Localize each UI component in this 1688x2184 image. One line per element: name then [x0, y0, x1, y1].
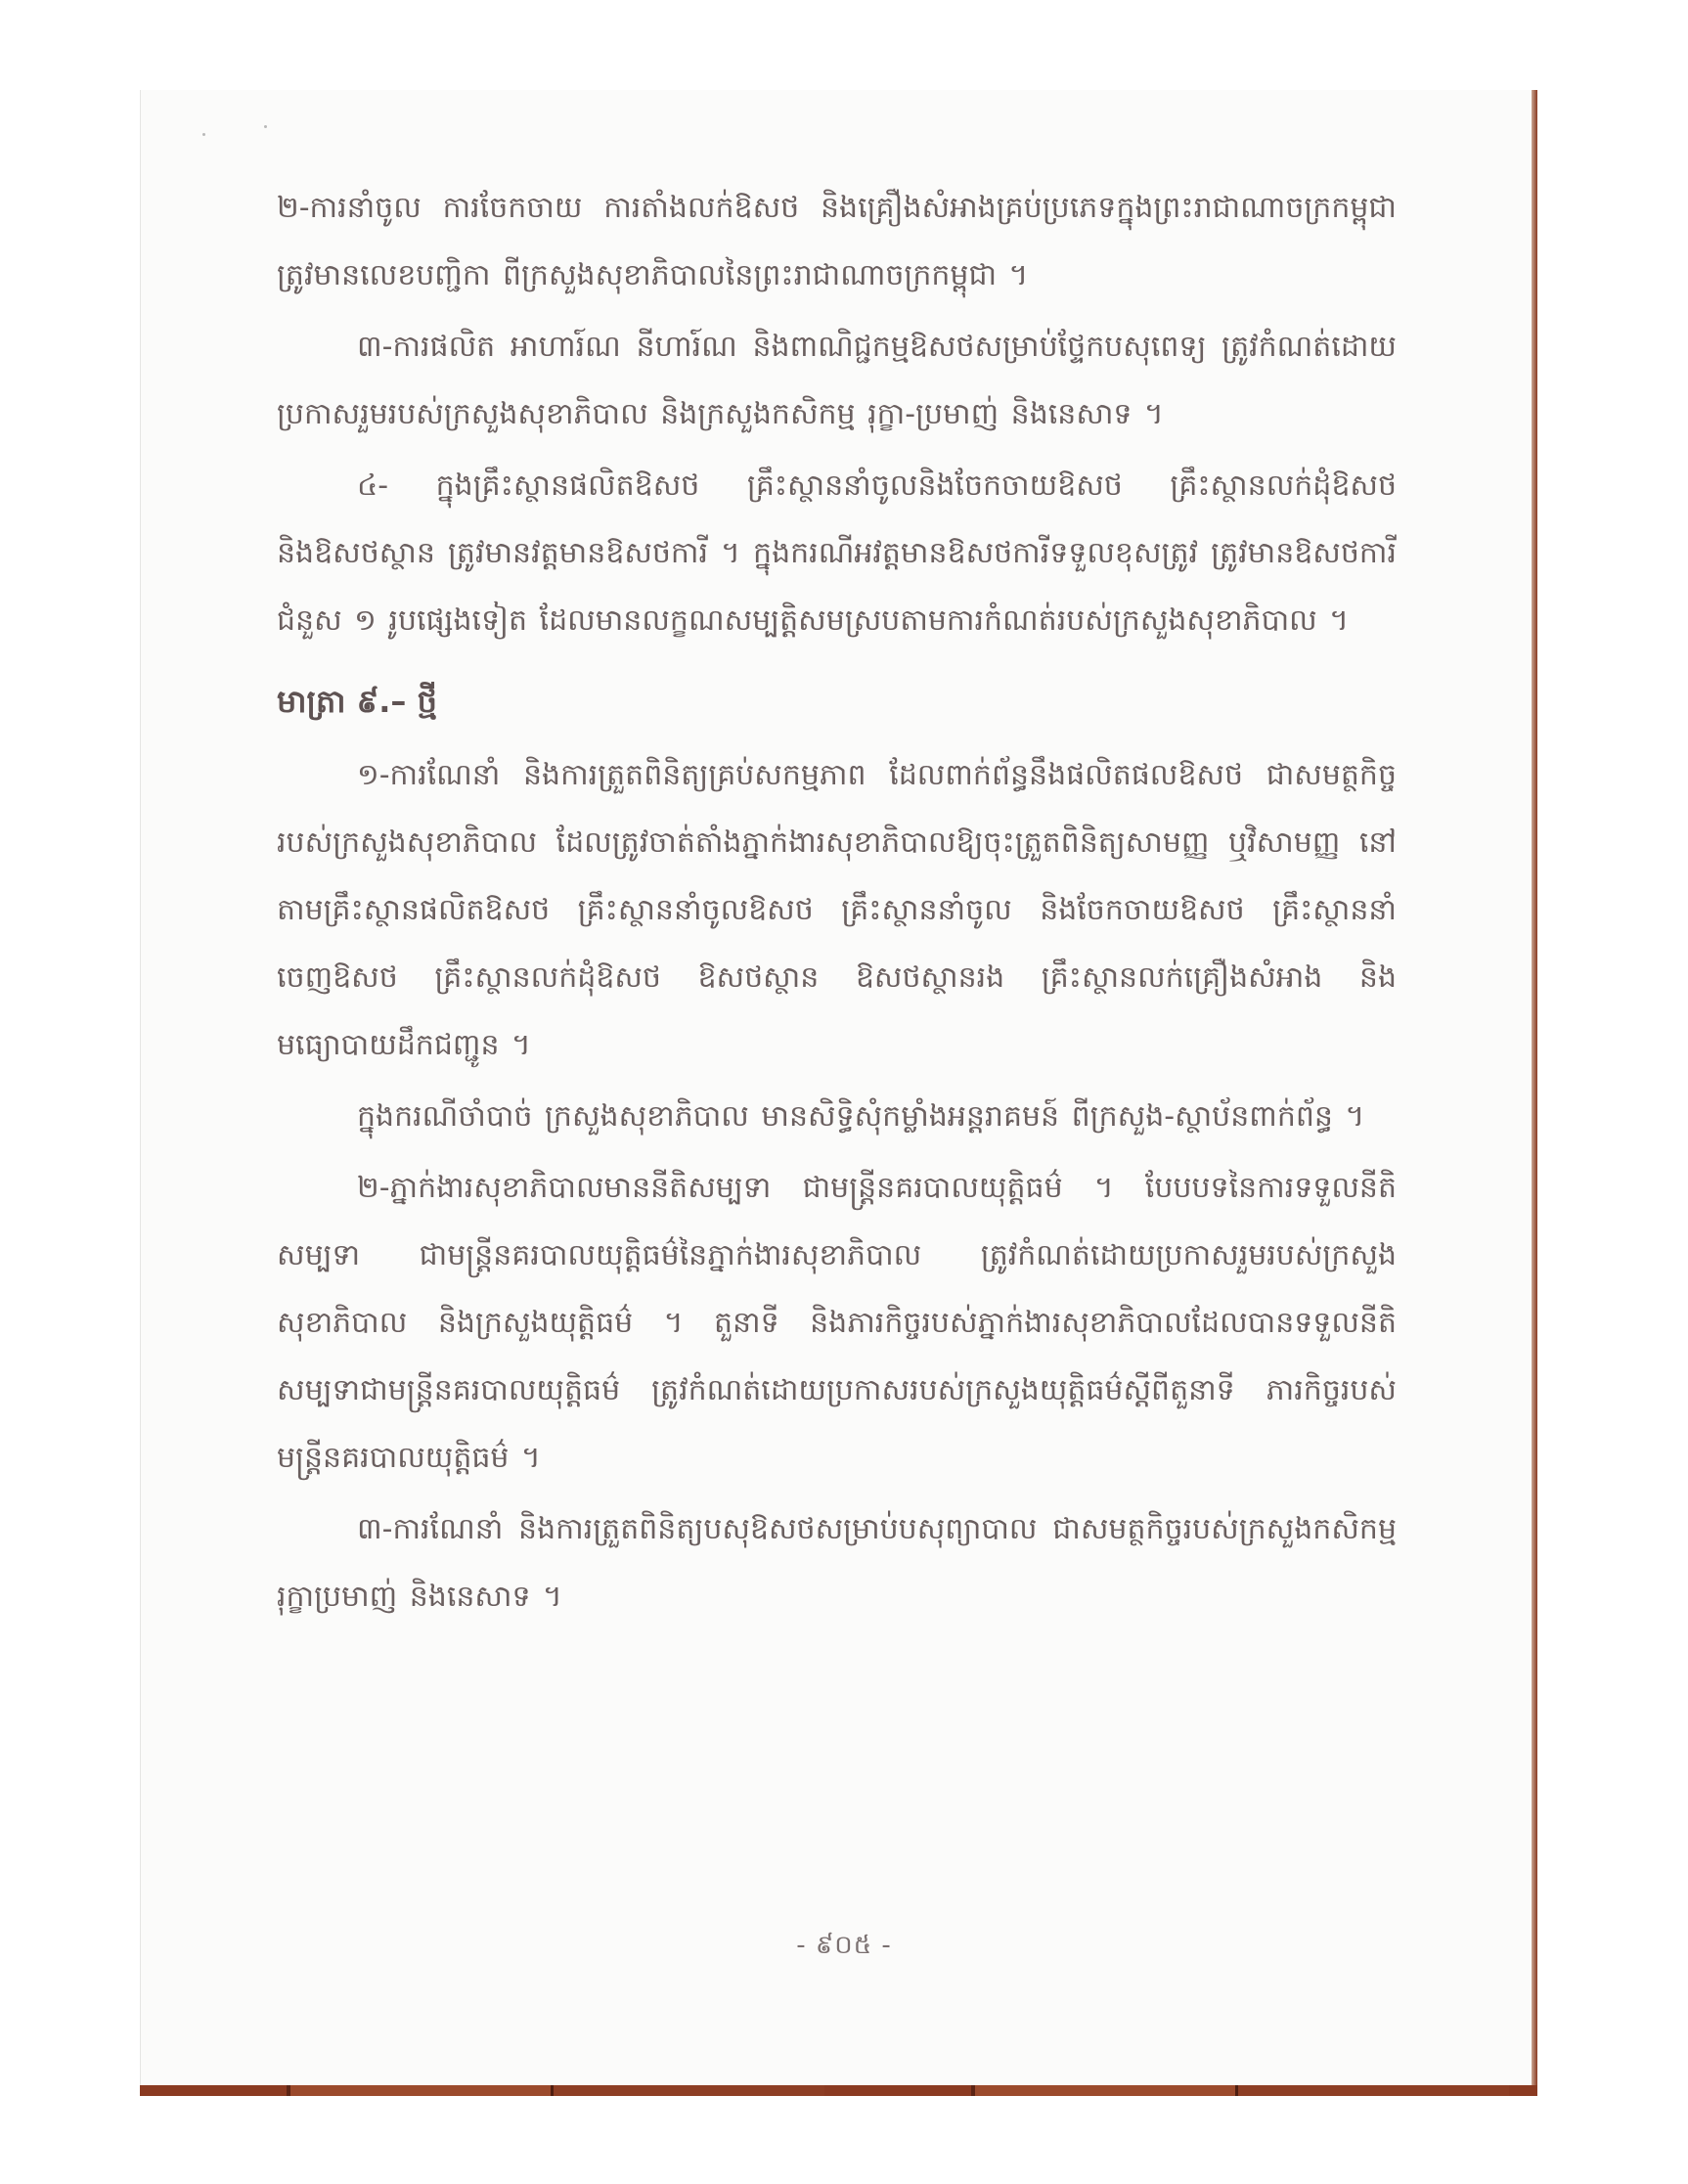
- paragraph-import-distribution: ២-ការនាំចូល ការចែកចាយ ការតាំងលក់ឱសថ និងគ្រឿងសំអាងគ្រប់ប្រភេទក្នុងព្រះរាជាណាចក្រកម្ពុជា ត្រូវមានលេខបញ្ជិកា ពីក្រសួងសុខាភិបាលនៃព្រះរាជាណាចក្រកម្ពុជា ។: [277, 191, 1397, 292]
- page-right-edge: [1532, 90, 1537, 2090]
- paper-speck: [202, 133, 205, 136]
- paragraph-inspection: ១-ការណែនាំ និងការត្រួតពិនិត្យគ្រប់សកម្មភាព ដែលពាក់ព័ន្ធនឹងផលិតផលឱសថ ជាសមត្ថកិច្ចរបស់ក្រសួងសុខាភិបាល ដែលត្រូវចាត់តាំងភ្នាក់ងារសុខាភិបាលឱ្យចុះត្រួតពិនិត្យសាមញ្ញ ឬវិសាមញ្ញ នៅតាមគ្រឹះស្ថានផលិតឱសថ គ្រឹះស្ថាននាំចូលឱសថ គ្រឹះស្ថាននាំចូល និងចែកចាយឱសថ គ្រឹះស្ថាននាំចេញឱសថ គ្រឹះស្ថានលក់ដុំឱសថ ឱសថស្ថាន ឱសថស្ថានរង គ្រឹះស្ថានលក់គ្រឿងសំអាង និងមធ្យោបាយដឹកជញ្ជូន ។: [277, 758, 1397, 1062]
- paper-speck: [264, 125, 267, 128]
- paragraph-intervention: ក្នុងករណីចាំបាច់ ក្រសួងសុខាភិបាល មានសិទ្ធិសុំកម្លាំងអន្តរាគមន៍ ពីក្រសួង-ស្ថាប័នពាក់ព័ន្ធ ។: [357, 1099, 1365, 1134]
- wooden-surface-edge: [140, 2085, 1537, 2096]
- article-heading: មាត្រា ៩.– ថ្មី: [277, 683, 437, 720]
- document-body: [277, 174, 1397, 1634]
- paragraph-veterinary-inspection: ៣-ការណែនាំ និងការត្រួតពិនិត្យបសុឱសថសម្រាប់បសុព្យាបាល ជាសមត្ថកិច្ចរបស់ក្រសួងកសិកម្ម រុក្ខាប្រមាញ់ និងនេសាទ ។: [277, 1512, 1397, 1614]
- paragraph-pharmacist-presence: ៤- ក្នុងគ្រឹះស្ថានផលិតឱសថ គ្រឹះស្ថាននាំចូលនិងចែកចាយឱសថ គ្រឹះស្ថានលក់ដុំឱសថ និងឱសថស្ថាន ត្រូវមានវត្តមានឱសថការី ។ ក្នុងករណីអវត្តមានឱសថការីទទួលខុសត្រូវ ត្រូវមានឱសថការីជំនួស ១ រូបផ្សេងទៀត ដែលមានលក្ខណសម្បត្តិសមស្របតាមការកំណត់របស់ក្រសួងសុខាភិបាល ។: [277, 468, 1397, 638]
- page-number: - ៩០៥ -: [796, 1931, 892, 1960]
- paragraph-veterinary-production: ៣-ការផលិត អាហារ៍ណ នីហារ៍ណ និងពាណិជ្ជកម្មឱសថសម្រាប់ថែ្ទកបសុពេទ្យ ត្រូវកំណត់ដោយប្រកាសរួមរបស់ក្រសួងសុខាភិបាល និងក្រសួងកសិកម្ម រុក្ខា-ប្រមាញ់ និងនេសាទ ។: [277, 330, 1397, 431]
- paragraph-judicial-police: ២-ភ្នាក់ងារសុខាភិបាលមាននីតិសម្បទា ជាមន្ត្រីនគរបាលយុត្តិធម៌ ។ បែបបទនៃការទទួលនីតិសម្បទា ជាមន្ត្រីនគរបាលយុត្តិធម៌នៃភ្នាក់ងារសុខាភិបាល ត្រូវកំណត់ដោយប្រកាសរួមរបស់ក្រសួងសុខាភិបាល និងក្រសួងយុត្តិធម៌ ។ តួនាទី និងភារកិច្ចរបស់ភ្នាក់ងារសុខាភិបាលដែលបានទទួលនីតិសម្បទាជាមន្ត្រីនគរបាលយុត្តិធម៌ ត្រូវកំណត់ដោយប្រកាសរបស់ក្រសួងយុត្តិធម៌ស្តីពីតួនាទី ភារកិច្ចរបស់មន្ត្រីនគរបាលយុត្តិធម៌ ។: [277, 1171, 1397, 1475]
